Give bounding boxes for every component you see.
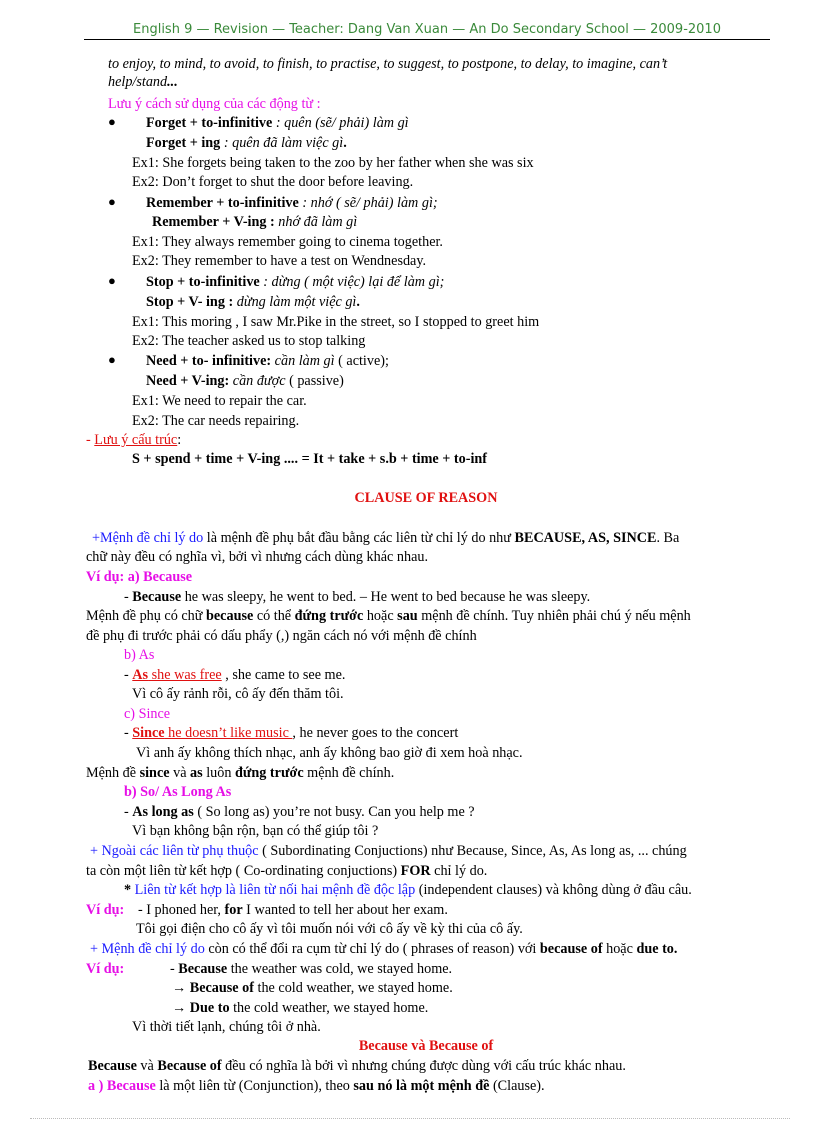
reason-def-line-2: chữ này đều có nghĩa vì, bởi vì nhưng cách dùng khác nhau. xyxy=(86,549,429,565)
heading-c-since: c) Since xyxy=(124,706,171,722)
need-rule-1: Need + to- infinitive: cần làm gì ( active); xyxy=(146,353,389,369)
heading-b-as: b) As xyxy=(124,647,155,663)
bullet-icon: ● xyxy=(108,352,116,367)
intro-line-2: help/stand... xyxy=(108,74,178,90)
page-header: English 9 — Revision — Teacher: Dang Van Xuan — An Do Secondary School — 2009-2010 xyxy=(84,22,770,40)
need-ex2: Ex2: The car needs repairing. xyxy=(132,413,300,429)
note-verbs: Lưu ý cách sử dụng của các động từ : xyxy=(108,96,321,112)
remember-ex1: Ex1: They always remember going to cinema together. xyxy=(132,234,443,250)
need-rule-2: Need + V-ing: cần được ( passive) xyxy=(146,373,344,389)
structure-formula: S + spend + time + V-ing .... = It + take + s.b + time + to-inf xyxy=(132,451,487,467)
remember-rule-1: Remember + to-infinitive : nhớ ( sẽ/ phải) làm gì; xyxy=(146,195,438,211)
need-ex1: Ex1: We need to repair the car. xyxy=(132,393,307,409)
vidu-a-because: Ví dụ: a) Because xyxy=(86,569,193,585)
forget-ex2: Ex2: Don’t forget to shut the door before leaving. xyxy=(132,174,414,190)
as-translation: Vì cô ấy rảnh rỗi, cô ấy đến thăm tôi. xyxy=(132,686,344,702)
stop-ex2: Ex2: The teacher asked us to stop talking xyxy=(132,333,366,349)
because-conjunction-rule: a ) Because là một liên từ (Conjunction), theo sau nó là một mệnh đề (Clause). xyxy=(88,1078,545,1094)
conj-intro-line-1: + Ngoài các liên từ phụ thuộc ( Subordinating Conjuctions) như Because, Since, As, As long as, ... chúng xyxy=(90,843,687,859)
since-translation: Vì anh ấy không thích nhạc, anh ấy không bao giờ đi xem hoà nhạc. xyxy=(136,745,523,761)
remember-rule-2: Remember + V-ing : nhớ đã làm gì xyxy=(152,214,358,230)
structure-note: - Lưu ý cấu trúc: xyxy=(86,432,182,448)
section-title-clause-of-reason: CLAUSE OF REASON xyxy=(354,490,498,506)
vidu-because-of-label: Ví dụ: xyxy=(86,961,125,977)
stop-rule-1: Stop + to-infinitive : dừng ( một việc) lại để làm gì; xyxy=(146,274,445,290)
heading-so-as-long-as: b) So/ As Long As xyxy=(124,784,232,800)
forget-rule-1: Forget + to-infinitive : quên (sẽ/ phải) làm gì xyxy=(146,115,409,131)
bullet-icon: ● xyxy=(108,194,116,209)
reason-def-line-1: +Mệnh đề chỉ lý do là mệnh đề phụ bắt đầu bằng các liên từ chỉ lý do như BECAUSE, AS, SINCE. Ba xyxy=(92,530,680,546)
bullet-icon: ● xyxy=(108,273,116,288)
as-long-as-translation: Vì bạn không bận rộn, bạn có thể giúp tôi ? xyxy=(132,823,379,839)
intro-line-1: to enjoy, to mind, to avoid, to finish, to practise, to suggest, to postpone, to delay, to imagine, can’t xyxy=(108,56,668,72)
because-position-line-2: đề phụ đi trước phải có dấu phẩy (,) ngăn cách nó với mệnh đề chính xyxy=(86,628,477,644)
as-long-as-example: - As long as ( So long as) you’re not busy. Can you help me ? xyxy=(124,804,475,820)
forget-ex1: Ex1: She forgets being taken to the zoo by her father when she was six xyxy=(132,155,534,171)
conj-intro-line-2: ta còn một liên từ kết hợp ( Co-ordinating conjuctions) FOR chỉ lý do. xyxy=(86,863,488,879)
stop-ex1: Ex1: This moring , I saw Mr.Pike in the street, so I stopped to greet him xyxy=(132,314,540,330)
reason-ex-due-to: → Due to the cold weather, we stayed home. xyxy=(172,1000,429,1016)
stop-rule-2: Stop + V- ing : dừng làm một việc gì. xyxy=(146,294,360,310)
as-example: - As she was free , she came to see me. xyxy=(124,667,346,683)
reason-ex-because-of: → Because of the cold weather, we stayed home. xyxy=(172,980,453,996)
phrase-of-reason-rule: + Mệnh đề chỉ lý do còn có thể đổi ra cụm từ chỉ lý do ( phrases of reason) với because of hoặc due to. xyxy=(90,941,678,957)
for-example: - I phoned her, for I wanted to tell her about her exam. xyxy=(138,902,448,918)
forget-rule-2: Forget + ing : quên đã làm việc gì. xyxy=(146,135,347,151)
since-as-rule: Mệnh đề since và as luôn đứng trước mệnh đề chính. xyxy=(86,765,395,781)
remember-ex2: Ex2: They remember to have a test on Wendnesday. xyxy=(132,253,427,269)
because-position-line-1: Mệnh đề phụ có chữ because có thể đứng trước hoặc sau mệnh đề chính. Tuy nhiên phải chú ý nếu mệnh xyxy=(86,608,691,624)
bullet-icon: ● xyxy=(108,114,116,129)
footer-rule xyxy=(30,1118,790,1119)
for-translation: Tôi gọi điện cho cô ấy vì tôi muốn nói với cô ấy về kỳ thi của cô ấy. xyxy=(136,921,523,937)
reason-ex-translation: Vì thời tiết lạnh, chúng tôi ở nhà. xyxy=(132,1019,321,1035)
vidu-for-label: Ví dụ: xyxy=(86,902,125,918)
reason-ex-because: - Because the weather was cold, we stayed home. xyxy=(170,961,453,977)
coord-conj-def: * Liên từ kết hợp là liên từ nối hai mệnh đề độc lập (independent clauses) và không dùng ở đầu câu. xyxy=(124,882,692,898)
section-title-because-vs-because-of: Because và Because of xyxy=(358,1038,494,1054)
because-vs-intro: Because và Because of đều có nghĩa là bởi vì nhưng chúng được dùng với cấu trúc khác nhau. xyxy=(88,1058,626,1074)
because-example: - Because he was sleepy, he went to bed. – He went to bed because he was sleepy. xyxy=(124,589,591,605)
since-example: - Since he doesn’t like music , he never goes to the concert xyxy=(124,725,459,741)
